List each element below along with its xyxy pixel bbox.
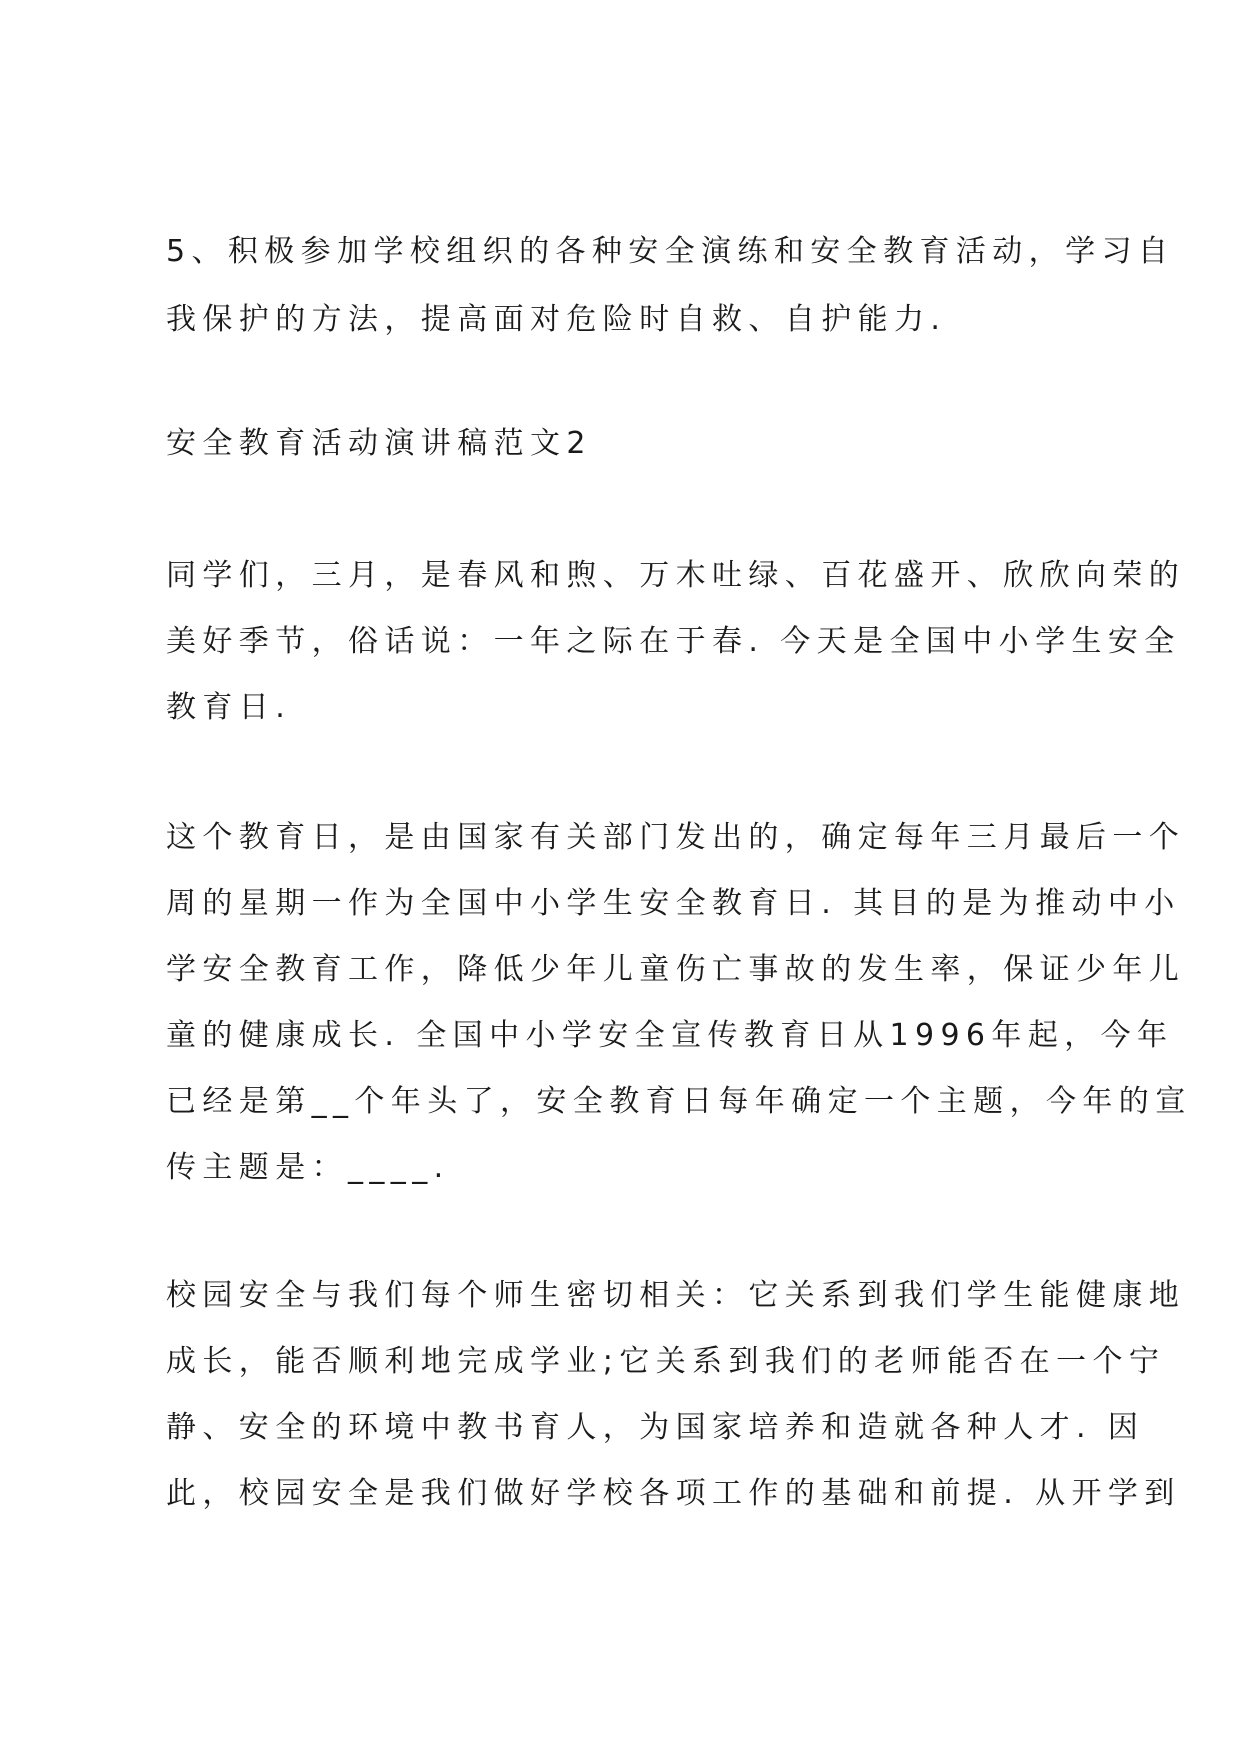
paragraph-3-line-4: 童的健康成长. 全国中小学安全宣传教育日从1996年起，今年 [166, 1018, 1174, 1053]
paragraph-4-line-2: 成长，能否顺利地完成学业;它关系到我们的老师能否在一个宁 [166, 1344, 1166, 1379]
paragraph-3-line-2: 周的星期一作为全国中小学生安全教育日. 其目的是为推动中小 [166, 886, 1181, 921]
paragraph-4-line-1: 校园安全与我们每个师生密切相关：它关系到我们学生能健康地 [166, 1278, 1186, 1313]
paragraph-4-line-3: 静、安全的环境中教书育人，为国家培养和造就各种人才. 因 [166, 1410, 1145, 1445]
paragraph-4-line-4: 此，校园安全是我们做好学校各项工作的基础和前提. 从开学到 [166, 1476, 1181, 1511]
paragraph-3-line-6: 传主题是：____. [166, 1150, 450, 1185]
paragraph-1-line-2: 我保护的方法，提高面对危险时自救、自护能力. [166, 302, 947, 337]
paragraph-3-line-5: 已经是第__个年头了，安全教育日每年确定一个主题，今年的宣 [166, 1084, 1192, 1119]
paragraph-1-line-1: 5、积极参加学校组织的各种安全演练和安全教育活动，学习自 [166, 234, 1175, 269]
paragraph-3-line-1: 这个教育日，是由国家有关部门发出的，确定每年三月最后一个 [166, 820, 1186, 855]
paragraph-2-line-3: 教育日. [166, 690, 292, 725]
section-heading: 安全教育活动演讲稿范文2 [166, 426, 592, 461]
paragraph-2-line-2: 美好季节，俗话说：一年之际在于春. 今天是全国中小学生安全 [166, 624, 1181, 659]
paragraph-3-line-3: 学安全教育工作，降低少年儿童伤亡事故的发生率，保证少年儿 [166, 952, 1186, 987]
paragraph-2-line-1: 同学们，三月，是春风和煦、万木吐绿、百花盛开、欣欣向荣的 [166, 558, 1186, 593]
